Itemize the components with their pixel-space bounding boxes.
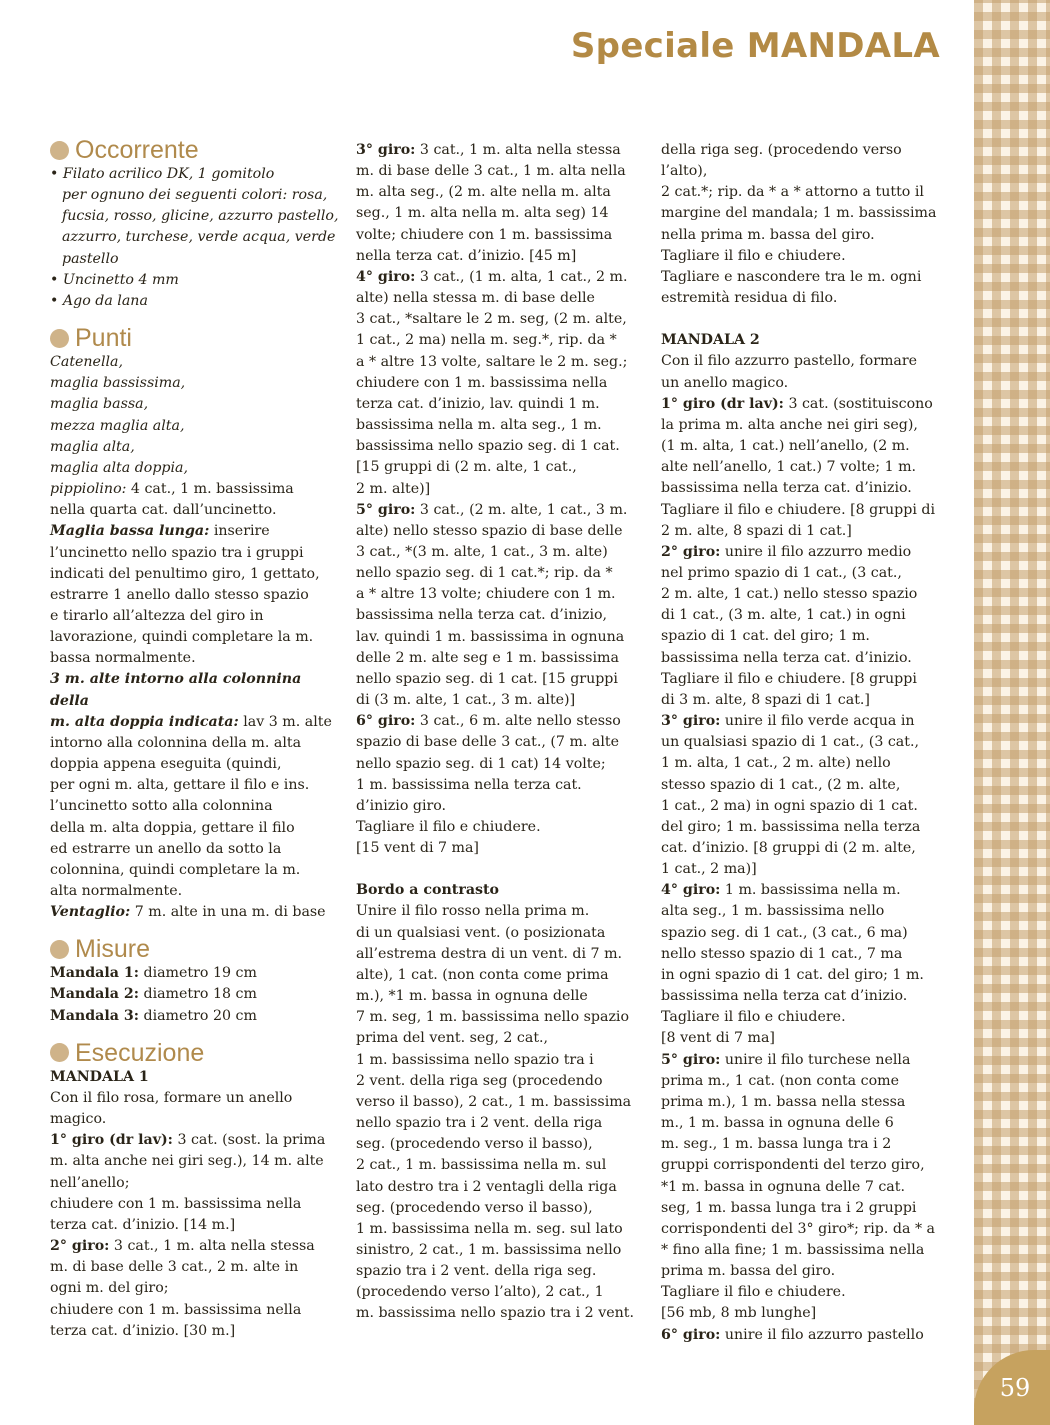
instruction-line: in ogni spazio di 1 cat. del giro; 1 m. [661, 966, 924, 983]
size-row: Mandala 2: diametro 18 cm [50, 986, 257, 1003]
instruction-line: 2 cat.*; rip. da * a * attorno a tutto il [661, 184, 924, 201]
instruction-line: bassissima nella terza cat. d’inizio. [661, 480, 912, 497]
instruction-line: spazio seg. di 1 cat., (3 cat., 6 ma) [661, 924, 908, 941]
instruction-line: lato destro tra i 2 ventagli della riga [356, 1178, 617, 1195]
materials-line: • Filato acrilico DK, 1 gomitolo [50, 166, 275, 182]
instruction-line: spazio di 1 cat. del giro; 1 m. [661, 628, 870, 645]
gingham-border [974, 0, 1050, 1425]
instruction-line: stesso spazio di 1 cat., (2 m. alte, [661, 776, 901, 793]
instruction-line: margine del mandala; 1 m. bassissima [661, 205, 937, 222]
stitch-def: estrarre 1 anello dallo stesso spazio [50, 586, 309, 603]
instruction-line: gruppi corrispondenti del terzo giro, [661, 1157, 925, 1174]
stitch-line: maglia alta, [50, 438, 135, 455]
instruction-line: di un qualsiasi vent. (o posizionata [356, 924, 606, 941]
instruction-line: di 3 m. alte, 8 spazi di 1 cat.] [661, 691, 870, 708]
stitch-def: doppia appena eseguita (quindi, [50, 756, 282, 773]
stitch-def: alta normalmente. [50, 883, 183, 899]
instruction-line: bassissima nella terza cat. d’inizio. [661, 649, 912, 666]
size-row: Mandala 3: diametro 20 cm [50, 1007, 257, 1024]
section-heading-occorrente: Occorrente [50, 136, 340, 164]
stitch-def: m. alta doppia indicata: lav 3 m. alte [50, 713, 332, 730]
instruction-line: 3 cat., *saltare le 2 m. seg, (2 m. alte, [356, 311, 627, 328]
column-1 [50, 136, 340, 1342]
instruction-line: 3° giro: 3 cat., 1 m. alta nella stessa [356, 142, 621, 158]
instruction-line: 3° giro: unire il filo verde acqua in [661, 713, 915, 730]
instruction-line: Con il filo rosa, formare un anello [50, 1089, 293, 1106]
instruction-line: chiudere con 1 m. bassissima nella [50, 1301, 302, 1318]
stitch-def: lavorazione, quindi completare la m. [50, 629, 314, 646]
page-number: 59 [999, 1373, 1031, 1402]
stitch-def: colonnina, quindi completare la m. [50, 861, 301, 878]
instruction-line: 2 m. alte)] [356, 480, 431, 497]
stitch-def: e tirarlo all’altezza del giro in [50, 607, 264, 624]
instruction-line: ogni m. del giro; [50, 1280, 169, 1297]
instruction-line: la prima m. alta anche nei giri seg), [661, 416, 918, 433]
column-3 [661, 140, 943, 1346]
instruction-line: corrispondenti del 3° giro*; rip. da * a [661, 1220, 936, 1237]
instruction-line: [15 gruppi di (2 m. alte, 1 cat., [356, 459, 577, 476]
instruction-line: della riga seg. (procedendo verso l’alto), [661, 142, 902, 180]
instruction-line: nello spazio seg. di 1 cat.*; rip. da * [356, 565, 613, 582]
stitch-def: per ogni m. alta, gettare il filo e ins. [50, 777, 310, 794]
instruction-line: *1 m. bassa in ognuna delle 7 cat. [661, 1178, 905, 1195]
instruction-line: m. bassissima nello spazio tra i 2 vent. [356, 1305, 634, 1322]
section-heading-misure: Misure [50, 935, 340, 963]
instruction-line: prima m., 1 cat. (non conta come [661, 1072, 899, 1089]
instruction-line: nello stesso spazio di 1 cat., 7 ma [661, 945, 903, 962]
instruction-line: 1 m. bassissima nella m. seg. sul lato [356, 1220, 623, 1237]
instruction-line: m.), *1 m. bassa in ognuna delle [356, 988, 588, 1005]
bordo-heading: Bordo a contrasto [356, 882, 500, 899]
stitch-def: l’uncinetto nello spazio tra i gruppi [50, 544, 304, 561]
instruction-line: terza cat. d’inizio. [14 m.] [50, 1216, 236, 1233]
bullet-dot-icon [50, 329, 69, 348]
stitch-line: maglia bassa, [50, 396, 149, 413]
section-heading-punti: Punti [50, 324, 340, 352]
instruction-line: nello spazio seg. di 1 cat) 14 volte; [356, 755, 606, 772]
instruction-line: magico. [50, 1111, 107, 1128]
instruction-line: [15 vent di 7 ma] [356, 840, 479, 857]
instruction-line: terza cat. d’inizio. [30 m.] [50, 1322, 236, 1339]
mandala-2-heading: MANDALA 2 [661, 332, 760, 349]
instruction-line: terza cat. d’inizio, lav. quindi 1 m. [356, 395, 600, 412]
stitch-line: maglia bassissima, [50, 375, 186, 392]
instruction-line: 4° giro: 3 cat., (1 m. alta, 1 cat., 2 m. [356, 268, 628, 285]
instruction-line: seg. (procedendo verso il basso), [356, 1136, 593, 1153]
spacer [661, 309, 943, 330]
size-row: Mandala 1: diametro 19 cm [50, 965, 257, 982]
instruction-line: m. alta anche nei giri seg.), 14 m. alte [50, 1153, 324, 1170]
instruction-line: seg, 1 m. bassa lunga tra i 2 gruppi [661, 1199, 917, 1216]
materials-line: fucsia, rosso, glicine, azzurro pastello, [62, 208, 339, 225]
materials-line: azzurro, turchese, verde acqua, verde [62, 229, 336, 246]
instruction-line: un anello magico. [661, 374, 789, 391]
instruction-line: bassissima nella terza cat. d’inizio, [356, 607, 608, 624]
instruction-line: 4° giro: 1 m. bassissima nella m. [661, 882, 901, 899]
instruction-line: 1 m. alta, 1 cat., 2 m. alte) nello [661, 755, 891, 772]
section-heading-esecuzione: Esecuzione [50, 1039, 340, 1067]
instruction-line: Tagliare il filo e chiudere. [661, 1284, 846, 1301]
instruction-line: m., 1 m. bassa in ognuna delle 6 [661, 1115, 894, 1132]
instruction-line: estremità residua di filo. [661, 290, 838, 307]
instruction-line: m. di base delle 3 cat., 2 m. alte in [50, 1259, 299, 1276]
instruction-line: 1 m. bassissima nello spazio tra i [356, 1051, 594, 1068]
instruction-line: Tagliare il filo e chiudere. [661, 247, 846, 264]
stitch-line: mezza maglia alta, [50, 417, 185, 434]
instruction-line: 1° giro (dr lav): 3 cat. (sost. la prima [50, 1132, 326, 1149]
instruction-line: seg., 1 m. alta nella m. alta seg) 14 [356, 205, 609, 222]
instruction-line: lav. quindi 1 m. bassissima in ognuna [356, 628, 625, 645]
materials-line: per ognuno dei seguenti colori: rosa, [62, 187, 328, 204]
bullet-dot-icon [50, 1043, 69, 1062]
instruction-line: 1 cat., 2 ma)] [661, 861, 757, 878]
stitch-line: maglia alta doppia, [50, 459, 188, 476]
stitch-def: pippiolino: 4 cat., 1 m. bassissima [50, 481, 294, 498]
instruction-line: 1° giro (dr lav): 3 cat. (sostituiscono [661, 395, 933, 412]
instruction-line: alte), 1 cat. (non conta come prima [356, 966, 609, 983]
stitch-def: intorno alla colonnina della m. alta [50, 734, 302, 751]
instruction-line: 2° giro: 3 cat., 1 m. alta nella stessa [50, 1238, 315, 1255]
stitch-def: della m. alta doppia, gettare il filo [50, 819, 295, 836]
instruction-line: 2 m. alte, 8 spazi di 1 cat.] [661, 522, 852, 539]
instruction-line: d’inizio giro. [356, 797, 447, 814]
instruction-line: a * altre 13 volte, saltare le 2 m. seg.; [356, 353, 628, 370]
page-title: Speciale MANDALA [570, 26, 940, 66]
instruction-line: prima m. bassa del giro. [661, 1263, 836, 1280]
stitch-def: 3 m. alte intorno alla colonnina della [50, 671, 302, 709]
stitch-def: Maglia bassa lunga: inserire [50, 523, 270, 540]
stitch-def: nella quarta cat. dall’uncinetto. [50, 502, 277, 519]
instruction-line: nello spazio tra i 2 vent. della riga [356, 1115, 603, 1132]
stitch-line: Catenella, [50, 354, 123, 371]
instruction-line: 6° giro: unire il filo azzurro pastello [661, 1326, 924, 1343]
instruction-line: bassissima nella terza cat d’inizio. [661, 988, 908, 1005]
instruction-line: di 1 cat., (3 m. alte, 1 cat.) in ogni [661, 607, 906, 624]
instruction-line: Tagliare il filo e chiudere. [8 gruppi di [661, 501, 936, 518]
instruction-line: Tagliare il filo e chiudere. [356, 819, 541, 835]
instruction-line: m. seg., 1 m. bassa lunga tra i 2 [661, 1136, 892, 1153]
instruction-line: 3 cat., *(3 m. alte, 1 cat., 3 m. alte) [356, 543, 608, 560]
instruction-line: sinistro, 2 cat., 1 m. bassissima nello [356, 1241, 622, 1258]
instruction-line: 2 vent. della riga seg (procedendo [356, 1072, 603, 1089]
column-2 [356, 140, 646, 1325]
instruction-line: cat. d’inizio. [8 gruppi di (2 m. alte, [661, 840, 916, 856]
instruction-line: 5° giro: 3 cat., (2 m. alte, 1 cat., 3 m. [356, 501, 628, 518]
stitch-def: l’uncinetto sotto alla colonnina [50, 798, 273, 815]
instruction-line: m. alta seg., (2 m. alte nella m. alta [356, 184, 611, 201]
instruction-line: nell’anello; [50, 1174, 130, 1191]
bullet-dot-icon [50, 141, 69, 160]
instruction-line: Con il filo azzurro pastello, formare [661, 353, 918, 370]
instruction-line: (1 m. alta, 1 cat.) nell’anello, (2 m. [661, 438, 910, 455]
instruction-line: del giro; 1 m. bassissima nella terza [661, 818, 921, 835]
instruction-line: Tagliare il filo e chiudere. [8 gruppi [661, 670, 917, 687]
instruction-line: Unire il filo rosso nella prima m. [356, 903, 590, 920]
instruction-line: chiudere con 1 m. bassissima nella [356, 374, 608, 391]
instruction-line: volte; chiudere con 1 m. bassissima [356, 226, 613, 243]
instruction-line: Tagliare e nascondere tra le m. ogni [661, 268, 922, 285]
instruction-line: 2 cat., 1 m. bassissima nella m. sul [356, 1157, 607, 1174]
stitch-def: Ventaglio: 7 m. alte in una m. di base [50, 904, 326, 921]
instruction-line: alte nell’anello, 1 cat.) 7 volte; 1 m. [661, 459, 917, 476]
instruction-line: prima del vent. seg, 2 cat., [356, 1030, 549, 1047]
instruction-line: nel primo spazio di 1 cat., (3 cat., [661, 564, 902, 581]
stitch-def: bassa normalmente. [50, 650, 196, 667]
instruction-line: * fino alla fine; 1 m. bassissima nella [661, 1241, 925, 1258]
instruction-line: 5° giro: unire il filo turchese nella [661, 1051, 911, 1068]
materials-line: pastello [62, 250, 119, 267]
instruction-line: bassissima nello spazio seg. di 1 cat. [356, 438, 620, 455]
instruction-line: 6° giro: 3 cat., 6 m. alte nello stesso [356, 713, 621, 730]
instruction-line: m. di base delle 3 cat., 1 m. alta nella [356, 163, 626, 180]
mandala-1-heading: MANDALA 1 [50, 1068, 149, 1085]
instruction-line: nello spazio seg. di 1 cat. [15 gruppi [356, 670, 618, 687]
instruction-line: 1 cat., 2 ma) in ogni spazio di 1 cat. [661, 797, 918, 814]
instruction-line: di (3 m. alte, 1 cat., 3 m. alte)] [356, 692, 576, 709]
instruction-line: un qualsiasi spazio di 1 cat., (3 cat., [661, 734, 919, 751]
instruction-line: spazio tra i 2 vent. della riga seg. [356, 1263, 597, 1280]
instruction-line: [56 mb, 8 mb lunghe] [661, 1305, 817, 1322]
instruction-line: all’estrema destra di un vent. di 7 m. [356, 945, 623, 962]
instruction-line: verso il basso), 2 cat., 1 m. bassissima [356, 1093, 632, 1110]
materials-line: • Ago da lana [50, 292, 148, 309]
instruction-line: spazio di base delle 3 cat., (7 m. alte [356, 734, 620, 751]
instruction-line: nella terza cat. d’inizio. [45 m] [356, 247, 577, 264]
spacer [356, 859, 646, 880]
instruction-line: prima m.), 1 m. bassa nella stessa [661, 1093, 906, 1110]
instruction-line: 2 m. alte, 1 cat.) nello stesso spazio [661, 586, 918, 603]
instruction-line: a * altre 13 volte; chiudere con 1 m. [356, 586, 616, 603]
instruction-line: bassissima nella m. alta seg., 1 m. [356, 417, 602, 434]
instruction-line: [8 vent di 7 ma] [661, 1030, 775, 1047]
instruction-line: delle 2 m. alte seg e 1 m. bassissima [356, 649, 619, 666]
instruction-line: 2° giro: unire il filo azzurro medio [661, 543, 912, 560]
instruction-line: seg. (procedendo verso il basso), [356, 1199, 593, 1216]
materials-line: • Uncinetto 4 mm [50, 271, 179, 288]
instruction-line: nella prima m. bassa del giro. [661, 226, 875, 243]
bullet-dot-icon [50, 940, 69, 959]
stitch-def: indicati del penultimo giro, 1 gettato, [50, 565, 320, 582]
instruction-line: (procedendo verso l’alto), 2 cat., 1 [356, 1284, 604, 1301]
instruction-line: Tagliare il filo e chiudere. [661, 1009, 846, 1026]
instruction-line: 1 cat., 2 ma) nella m. seg.*, rip. da * [356, 332, 617, 349]
instruction-line: alte) nello stesso spazio di base delle [356, 522, 623, 539]
instruction-line: chiudere con 1 m. bassissima nella [50, 1195, 302, 1212]
instruction-line: alta seg., 1 m. bassissima nello [661, 903, 885, 920]
instruction-line: alte) nella stessa m. di base delle [356, 290, 595, 307]
instruction-line: 7 m. seg, 1 m. bassissima nello spazio [356, 1009, 629, 1026]
instruction-line: 1 m. bassissima nella terza cat. [356, 776, 582, 793]
stitch-def: ed estrarre un anello da sotto la [50, 840, 282, 857]
